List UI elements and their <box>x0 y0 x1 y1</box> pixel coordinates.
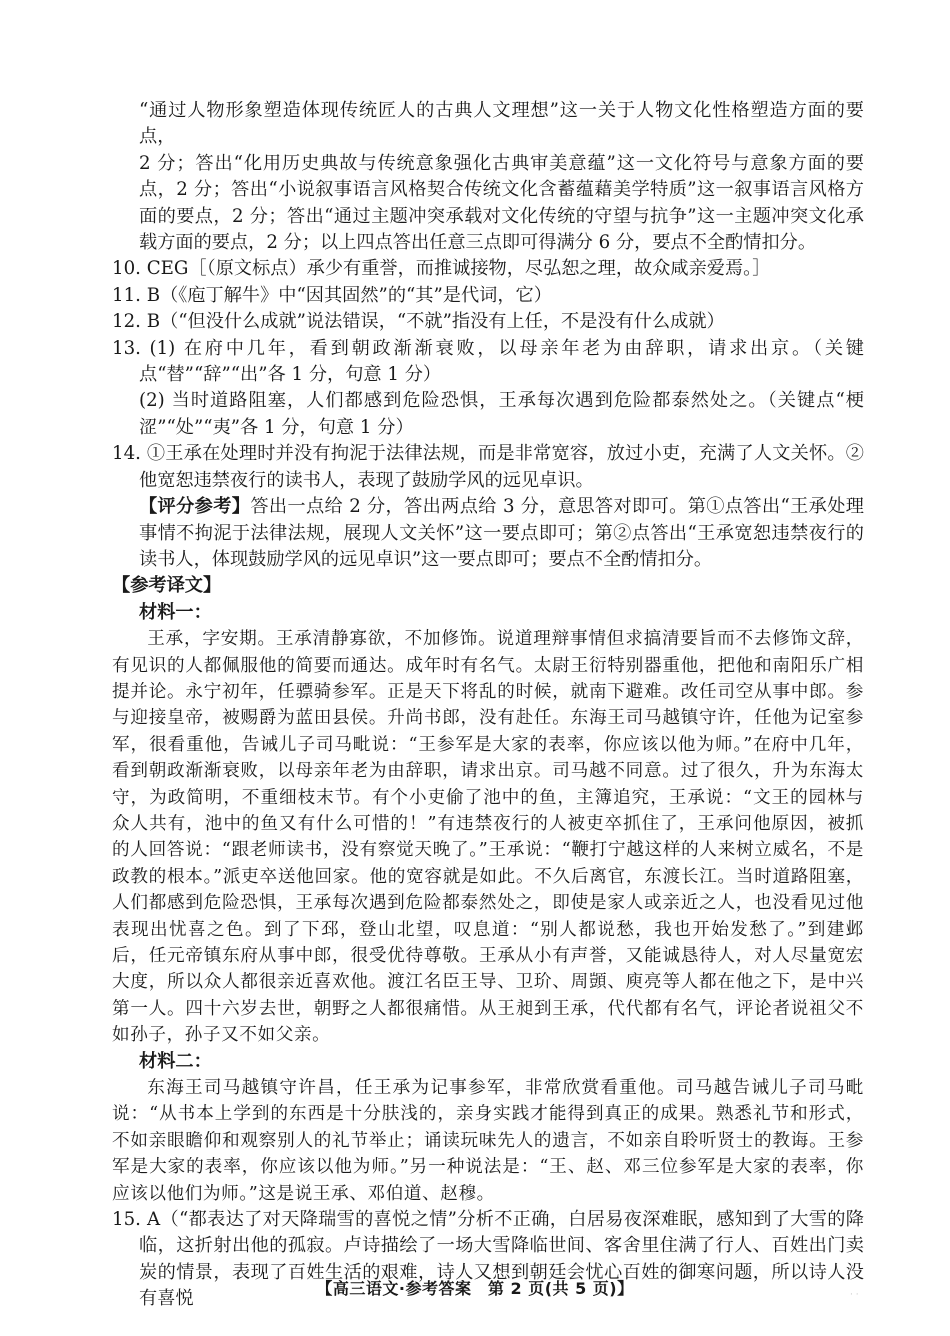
corner-mark: · · <box>850 1290 859 1300</box>
answer-q12: 12. B（“但没什么成就”说法错误，“不就”指没有上任，不是没有什么成就） <box>112 311 725 333</box>
reference-translation-heading: 【参考译文】 <box>112 575 222 597</box>
material-two-text: 东海王司马越镇守许昌，任王承为记事参军，非常欣赏看重他。司马越告诫儿子司马毗说：“从书本上学到的东西是十分肤浅的，亲身实践才能得到真正的成果。熟悉礼节和形式，不如亲眼瞻仰和观察别人的礼节举止；诵读玩味先人的遗言，不如亲自聆听贤士的教诲。王参军是大家的表率，你应该以他为师。”另一种说法是：“王、赵、邓三位参军是大家的表率，你应该以他们为师。”这是说王承、邓伯道、赵穆。 <box>112 1078 864 1204</box>
answer-q15: 15. A（“都表达了对天降瑞雪的喜悦之情”分析不正确，白居易夜深难眠，感知到了大雪的降临，这折射出他的孤寂。卢诗描绘了一场大雪降临世间、客舍里住满了行人、百姓出门卖炭的情景，表现了百姓生活的艰难，诗人又想到朝廷会忧心百姓的御寒问题，所以诗人没有喜悦 <box>112 1209 864 1310</box>
answer-q13-part2: (2) 当时道路阻塞，人们都感到危险恐惧，王承每次遇到危险都泰然处之。（关键点“梗涩”“处”“夷”各 1 分，句意 1 分） <box>139 390 864 438</box>
page-footer: 【高三语文·参考答案 第 2 页(共 5 页)】 <box>316 1279 634 1298</box>
scoring-reference-text: 答出一点给 2 分，答出两点给 3 分，意思答对即可。第①点答出“王承处理事情不拘泥于法律法规，展现人文关怀”这一要点即可；第②点答出“王承宽恕违禁夜行的读书人，体现鼓励学风的远见卓识”这一要点即可；要点不全酌情扣分。 <box>139 496 864 570</box>
material-two-title: 材料二： <box>139 1050 212 1072</box>
answer-q14: 14. ①王承在处理时并没有拘泥于法律法规，而是非常宽容，放过小吏，充满了人文关怀。②他宽恕违禁夜行的读书人，表现了鼓励学风的远见卓识。 <box>112 443 864 491</box>
scoring-reference-label: 【评分参考】 <box>139 496 251 518</box>
answer-q11: 11. B（《庖丁解牛》中“因其固然”的“其”是代词，它） <box>112 284 552 306</box>
answer-q13-part1: 13. (1) 在府中几年，看到朝政渐渐衰败，以母亲年老为由辞职，请求出京。（关键点“替”“辞”“出”各 1 分，句意 1 分） <box>112 337 864 386</box>
page-content <box>112 98 864 1313</box>
material-one-title: 材料一： <box>139 601 212 623</box>
material-one-block <box>112 626 864 1049</box>
material-two-block <box>112 1075 864 1207</box>
q9-answer-tail-first-line: “通过人物形象塑造体现传统匠人的古典人文理想”这一关于人物文化性格塑造方面的要点， <box>139 100 864 148</box>
answer-q10: 10. CEG［（原文标点）承少有重誉，而推诚接物，尽弘恕之理，故众咸亲爱焉。］ <box>112 258 771 280</box>
material-one-text: 王承，字安期。王承清静寡欲，不加修饰。说道理辩事情但求搞清要旨而不去修饰文辞，有见识的人都佩服他的简要而通达。成年时有名气。太尉王衍特别器重他，把他和南阳乐广相提并论。永宁初年，任骠骑参军。正是天下将乱的时候，就南下避难。改任司空从事中郎。参与迎接皇帝，被赐爵为蓝田县侯。升尚书郎，没有赴任。东海王司马越镇守许，任他为记室参军，很看重他，告诫儿子司马毗说：“王参军是大家的表率，你应该以他为师。”在府中几年，看到朝政渐渐衰败，以母亲年老为由辞职，请求出京。司马越不同意。过了很久，升为东海太守，为政简明，不重细枝末节。有个小吏偷了池中的鱼，主簿追究，王承说：“文王的园林与众人共有，池中的鱼又有什么可惜的！”有违禁夜行的人被吏卒抓住了，王承问他原因，被抓的人回答说：“跟老师读书，没有察觉天晚了。”王承说：“鞭打宁越这样的人来树立威名，不是政教的根本。”派吏卒送他回家。他的宽容就是如此。不久后离官，东渡长江。当时道路阻塞，人们都感到危险恐惧，王承每次遇到危险都泰然处之，即使是家人或亲近之人，也没看见过他表现出忧喜之色。到了下邳，登山北望，叹息道：“别人都说愁，我也开始发愁了。”到建邺后，任元帝镇东府从事中郎，很受优待尊敬。王承从小有声誉，又能诚恳待人，对人尽量宽宏大度，所以众人都很亲近喜欢他。渡江名臣王导、卫玠、周顗、庾亮等人都在他之下，是中兴第一人。四十六岁去世，朝野之人都很痛惜。从王昶到王承，代代都有名气，评论者说祖父不如孙子，孙子又不如父亲。 <box>112 629 864 1046</box>
q14-scoring-reference <box>112 494 864 573</box>
q9-answer-tail: 2 分；答出“化用历史典故与传统意象强化古典审美意蕴”这一文化符号与意象方面的要点，2 分；答出“小说叙事语言风格契合传统文化含蓄蕴藉美学特质”这一叙事语言风格方面的要点，2 分；答出“通过主题冲突承载对文化传统的守望与抗争”这一主题冲突文化承载方面的要点，2 分；以上四点答出任意三点即可得满分 6 分，要点不全酌情扣分。 <box>139 152 864 254</box>
